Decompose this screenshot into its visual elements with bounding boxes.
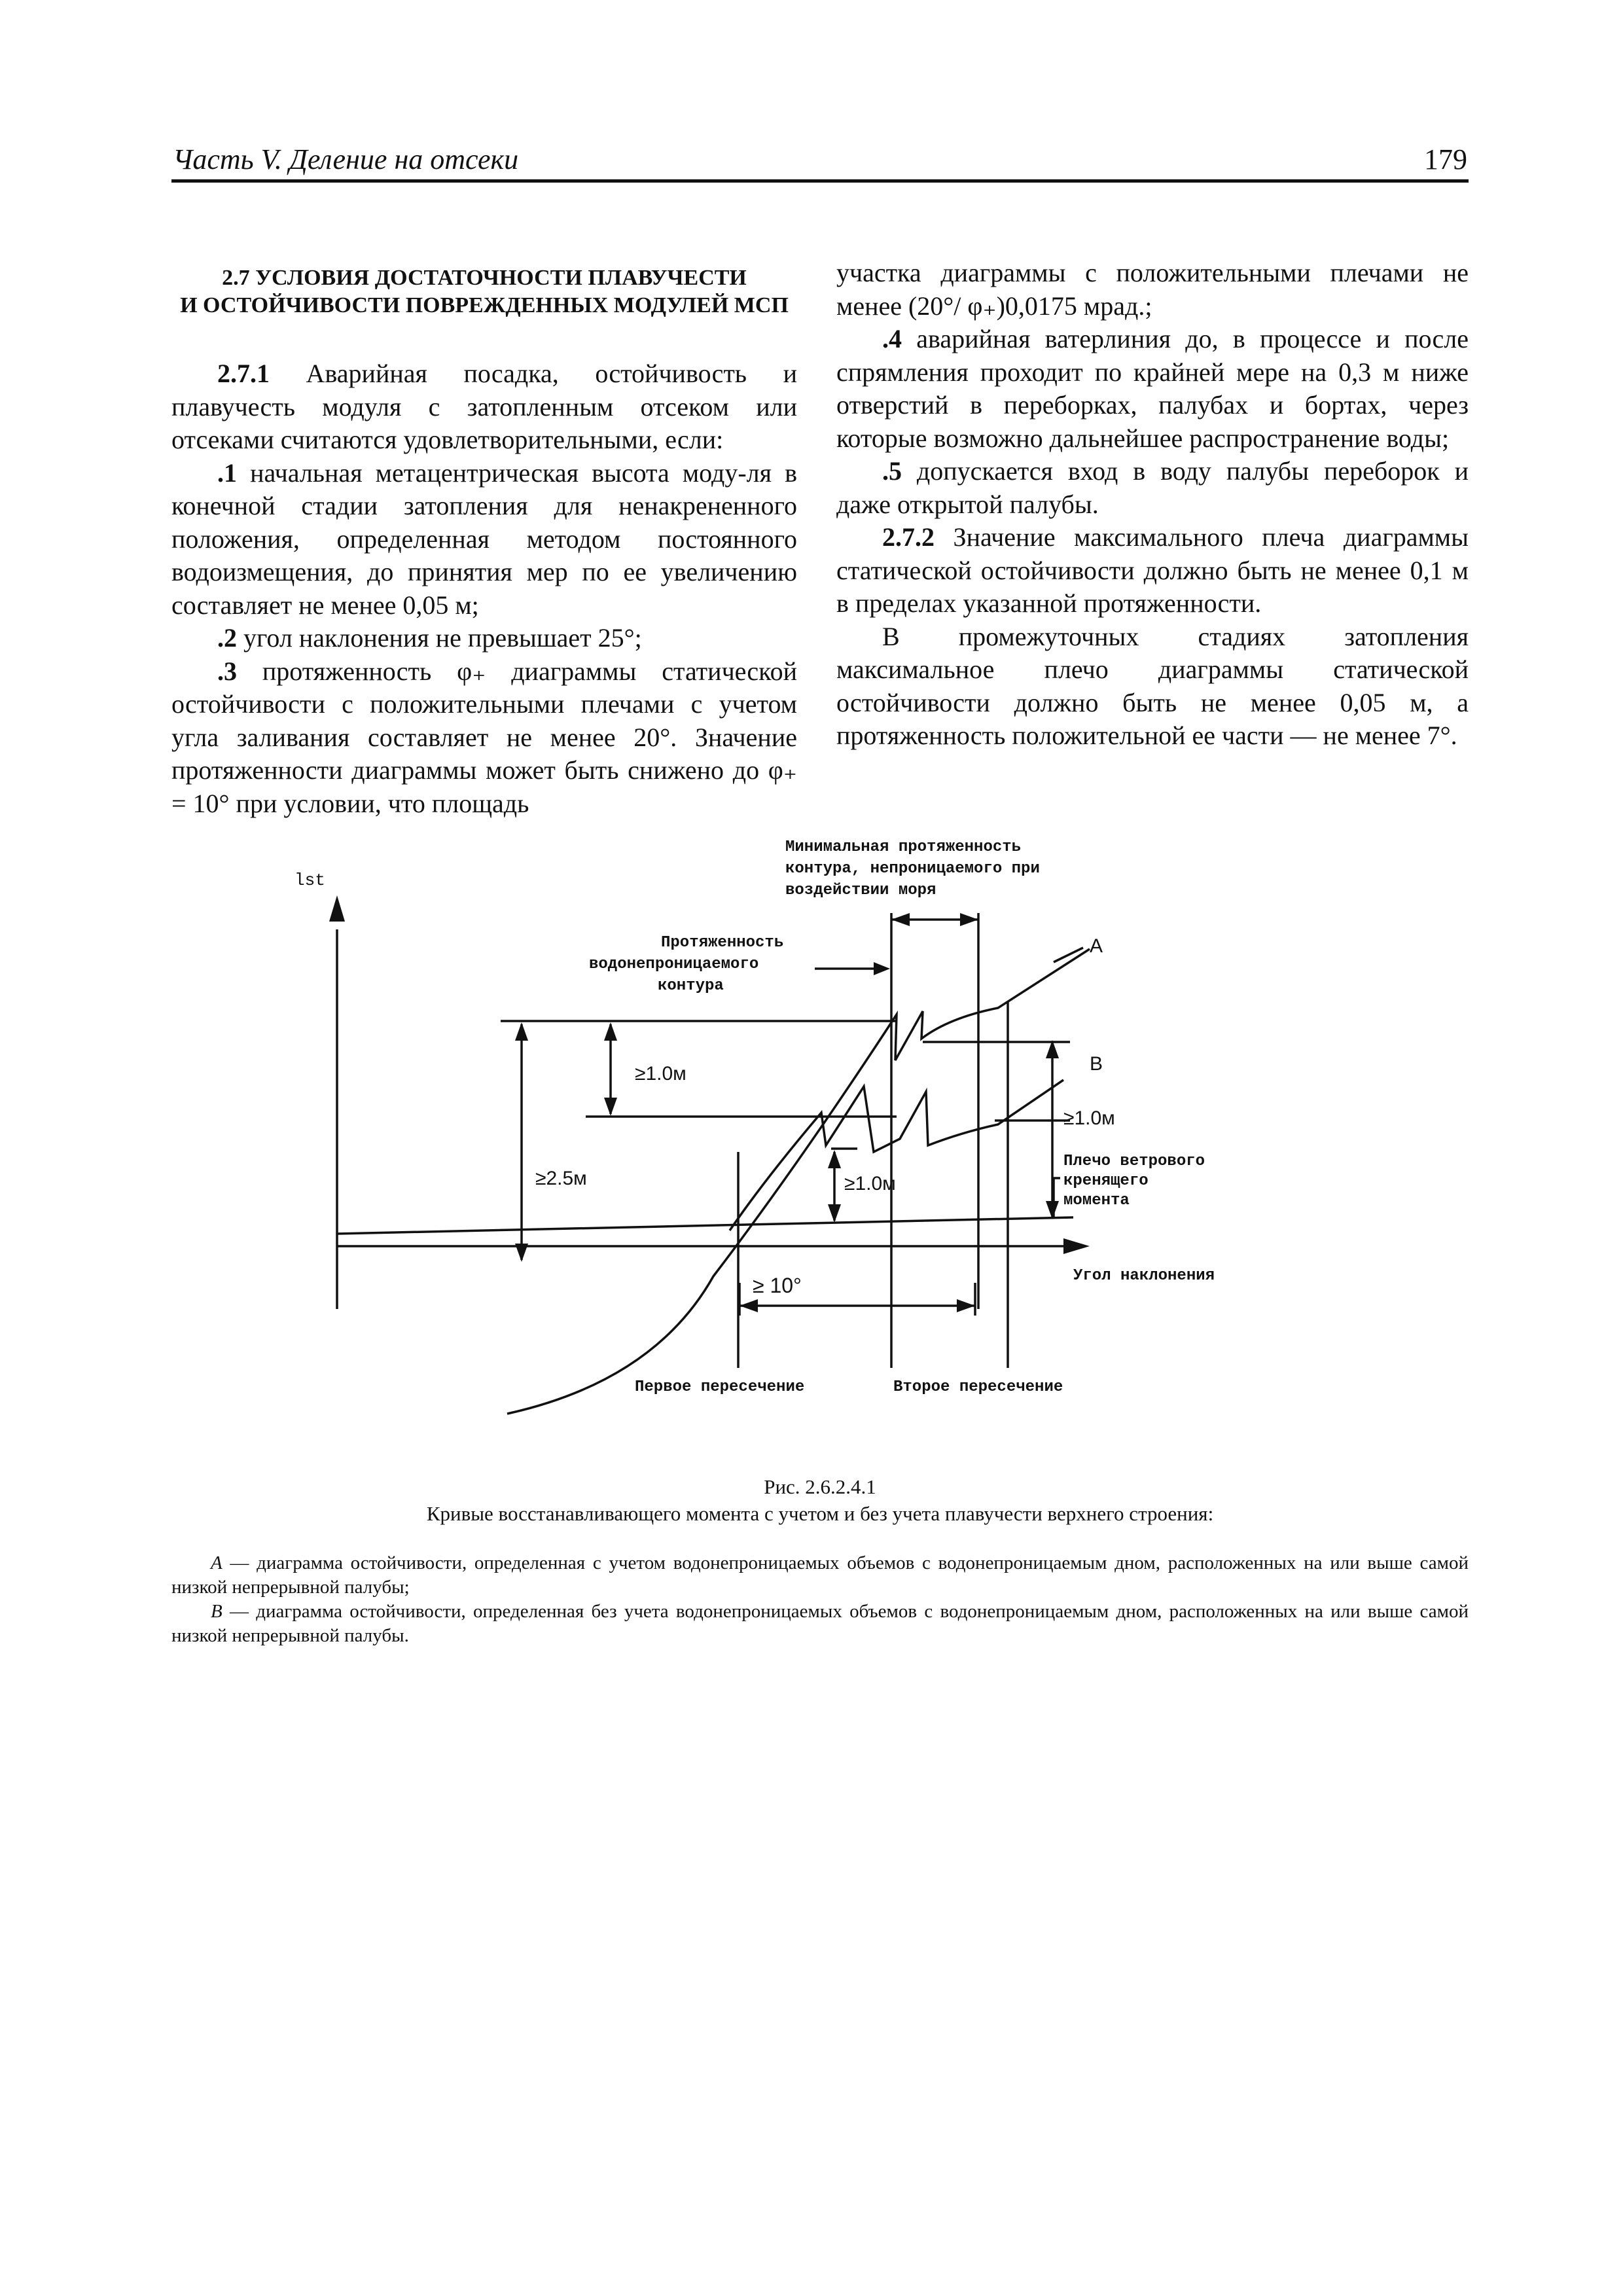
- arrow: [957, 1299, 975, 1312]
- continuation-text: участка диаграммы с положительными плечами не менее (20°/ φ₊)0,0175 мрад.;: [836, 258, 1469, 321]
- dim-1m-left-label: ≥1.0м: [635, 1063, 687, 1085]
- item-number: .5: [882, 456, 902, 486]
- x-axis-arrow: [1063, 1238, 1090, 1254]
- page-number: 179: [1424, 143, 1467, 175]
- dim-1m-right-label: ≥1.0м: [1063, 1107, 1115, 1129]
- wind-label-3: момента: [1063, 1192, 1130, 1210]
- section-title-line1: 2.7 УСЛОВИЯ ДОСТАТОЧНОСТИ ПЛАВУЧЕСТИ: [222, 266, 747, 290]
- paragraph-text: Значение максимального плеча диаграммы статической остойчивости должно быть не менее 0,1 м в пределах указанной протяженности.: [836, 522, 1469, 618]
- arrow: [828, 1150, 841, 1168]
- paragraph-intermediate: В промежуточных стадиях затопления максимальное плечо диаграммы статической остойчивости должно быть не менее 0,05 м, а протяженность положительной ее части — не менее 7°.: [836, 621, 1469, 750]
- legend-a: [171, 1551, 1469, 1600]
- item-text: допускается вход в воду палубы переборок и даже открытой палубы.: [836, 456, 1469, 519]
- arrow: [891, 913, 910, 926]
- arrow: [604, 1022, 617, 1041]
- figure-caption-text: Кривые восстанавливающего момента с учетом и без учета плавучести верхнего строения:: [426, 1502, 1214, 1525]
- clause-number: 2.7.2: [882, 522, 935, 552]
- wind-label-2: кренящего: [1063, 1172, 1149, 1190]
- arrow: [874, 962, 890, 975]
- arrow: [604, 1098, 617, 1116]
- wt-label-2: водонепроницаемого: [589, 956, 759, 973]
- curve-a-label: A: [1090, 935, 1103, 957]
- figure-legend: [171, 1551, 1469, 1648]
- item-text: аварийная ватерлиния до, в процессе и после спрямления проходит по крайней мере на 0,3 м ниже отверстий в переборках, палубах и бортах, через которые возможно дальнейшее распространение воды;: [836, 324, 1469, 453]
- wind-label-1: Плечо ветрового: [1063, 1153, 1205, 1170]
- arrow: [1046, 1201, 1059, 1219]
- clause-number: 2.7.1: [217, 359, 270, 388]
- top-label-3: воздействии моря: [785, 882, 936, 899]
- second-intersection-label: Второе пересечение: [893, 1378, 1063, 1396]
- figure-caption-number: Рис. 2.6.2.4.1: [764, 1475, 876, 1498]
- item-number: .3: [217, 656, 237, 686]
- arrow: [740, 1299, 758, 1312]
- arrow: [828, 1204, 841, 1223]
- dim-10deg-label: ≥ 10°: [753, 1274, 802, 1297]
- section-title-line2: И ОСТОЙЧИВОСТИ ПОВРЕЖДЕННЫХ МОДУЛЕЙ МСП: [180, 293, 789, 317]
- x-axis-label: Угол наклонения: [1073, 1267, 1215, 1285]
- header-title: Часть V. Деление на отсеки: [173, 143, 519, 175]
- wt-label-3: контура: [658, 977, 724, 995]
- item-number: .2: [217, 623, 237, 653]
- dim-1m-center-label: ≥1.0м: [844, 1173, 896, 1194]
- legend-a-letter: А: [211, 1552, 223, 1573]
- legend-b-letter: В: [211, 1601, 223, 1622]
- item-number: .1: [217, 457, 237, 488]
- top-label-1: Минимальная протяженность: [785, 838, 1022, 856]
- legend-b: [171, 1600, 1469, 1648]
- arrow: [960, 913, 978, 926]
- curve-a: [507, 949, 1090, 1414]
- item-number: .4: [882, 324, 902, 353]
- arrow: [515, 1244, 528, 1262]
- item-text: угол наклонения не превышает 25°;: [237, 623, 642, 653]
- curve-b: [730, 1080, 1063, 1230]
- arrow: [515, 1022, 528, 1041]
- legend-b-text: — диаграмма остойчивости, определенная без учета водонепроницаемых объемов с водонепроницаемым дном, расположенных на или выше самой низкой непрерывной палубы.: [171, 1601, 1469, 1646]
- wind-heeling-line: [337, 1217, 1073, 1234]
- dim-25m-label: ≥2.5м: [535, 1168, 587, 1189]
- paragraph-text: Аварийная посадка, остойчивость и плавучесть модуля с затопленным отсеком или отсеками считаются удовлетворительными, если:: [171, 359, 797, 454]
- item-text: протяженность φ₊ диаграммы статической остойчивости с положительными плечами с учетом угла заливания составляет не менее 20°. Значение протяженности диаграммы может быть снижено до φ₊ = 10° при условии, что площадь: [171, 656, 797, 818]
- first-intersection-label: Первое пересечение: [635, 1378, 805, 1396]
- wt-label-1: Протяженность: [661, 934, 784, 952]
- y-axis-label: lst: [294, 870, 325, 890]
- y-axis-arrow: [329, 895, 345, 922]
- curve-b-label: B: [1090, 1053, 1103, 1075]
- legend-a-text: — диаграмма остойчивости, определенная с учетом водонепроницаемых объемов с водонепроницаемым дном, расположенных на или выше самой низкой непрерывной палубы;: [171, 1552, 1469, 1598]
- top-label-2: контура, непроницаемого при: [785, 860, 1040, 878]
- item-text: начальная метацентрическая высота моду-ля в конечной стадии затопления для ненакрененного положения, определенная методом постоянного водоизмещения, до принятия мер по ее увеличению составляет не менее 0,05 м;: [171, 457, 797, 620]
